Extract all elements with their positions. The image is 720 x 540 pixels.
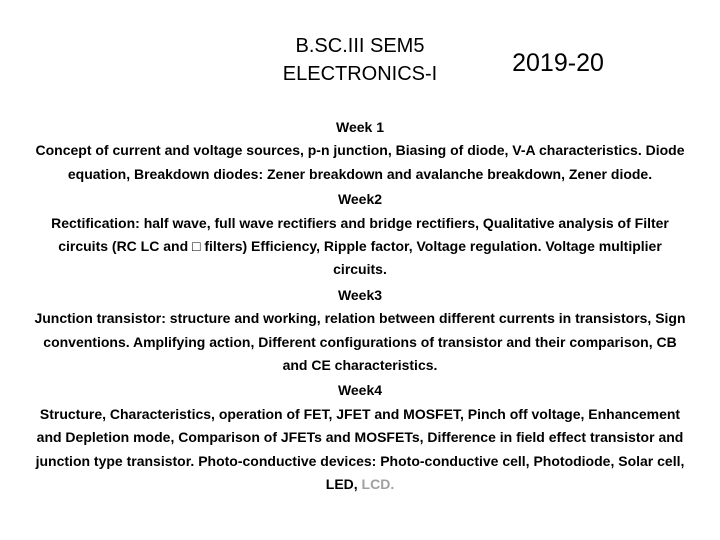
week-1-heading: Week 1 <box>336 119 384 135</box>
week-3-topics: Junction transistor: structure and working, relation between different currents in transistors, Sign conventions. Amplifying action, Different configurations of transistor and their comparison, CB and CE characteristics. <box>34 310 686 374</box>
title-line-course: B.SC.III SEM5 <box>295 35 425 57</box>
week-2-topics: Rectification: half wave, full wave rectifiers and bridge rectifiers, Qualitative analysis of Filter circuits (RC LC and □ filters) Efficiency, Ripple factor, Voltage regulation. Voltage multiplier circuits. <box>51 214 669 278</box>
week-1-topics: Concept of current and voltage sources, p-n junction, Biasing of diode, V-A characteristics. Diode equation, Breakdown diodes: Zener breakdown and avalanche breakdown, Zener diode. <box>35 142 685 182</box>
title-line-subject: ELECTRONICS-I <box>282 63 438 85</box>
week-4-topics-text: Structure, Characteristics, operation of FET, JFET and MOSFET, Pinch off voltage, Enhancement and Depletion mode, Comparison of JFETs and MOSFETs, Difference in field effect transistor and junction type transistor. Photo-conductive devices: Photo-conductive cell, Photodiode, Solar cell, LED, <box>35 405 685 493</box>
academic-year: 2019-20 <box>512 49 604 77</box>
week-4-topics <box>32 403 688 497</box>
syllabus-content <box>32 116 688 497</box>
week-3-heading: Week3 <box>337 286 383 303</box>
week-4-topics-lcd: LCD. <box>361 476 395 493</box>
week-4-heading: Week4 <box>337 382 383 399</box>
week-2-heading: Week2 <box>337 191 383 208</box>
page-title <box>240 32 480 88</box>
